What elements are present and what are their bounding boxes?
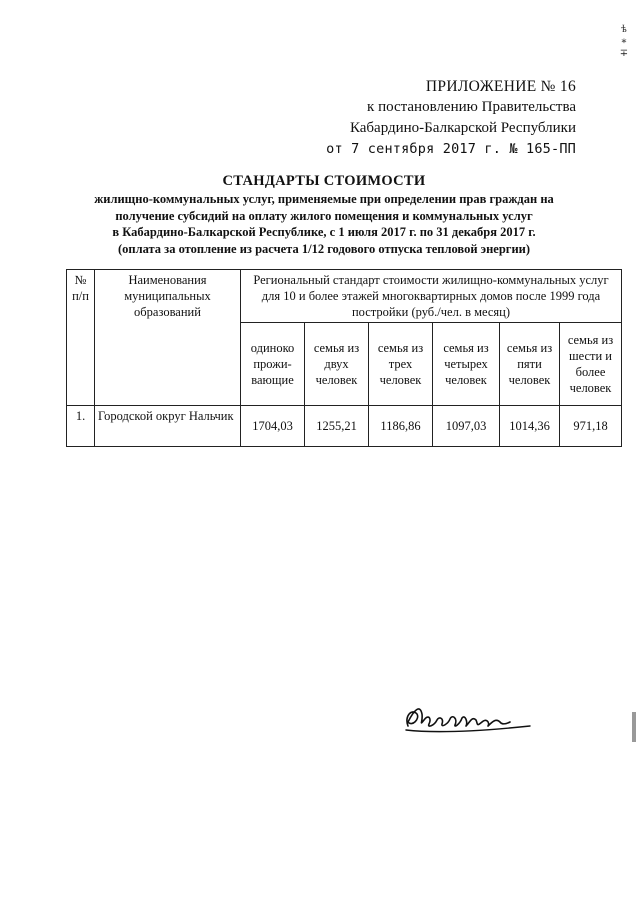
corner-marks: ѣ ∗ ∓ <box>619 24 629 59</box>
header-municipality: Наименования муниципальных образований <box>95 270 241 406</box>
signature <box>402 700 534 745</box>
annex-line-1: к постановлению Правительства <box>367 99 576 115</box>
standards-table <box>66 269 622 447</box>
subtitle-line-1: жилищно-коммунальных услуг, применяемые при определении прав граждан на <box>94 192 554 206</box>
document-subtitle <box>60 191 588 257</box>
annex-line-3: от 7 сентября 2017 г. № 165-ПП <box>326 141 576 157</box>
document-title: СТАНДАРТЫ СТОИМОСТИ <box>222 173 426 189</box>
scan-edge-mark <box>632 712 636 742</box>
subtitle-line-3: в Кабардино-Балкарской Республике, с 1 июля 2017 г. по 31 декабря 2017 г. <box>112 225 536 239</box>
subtitle-line-4: (оплата за отопление из расчета 1/12 годового отпуска тепловой энергии) <box>117 241 531 256</box>
subheader-family-5: семья из пяти человек <box>500 323 560 406</box>
subheader-family-2: семья из двух человек <box>305 323 369 406</box>
table-row <box>67 406 622 447</box>
annex-number: ПРИЛОЖЕНИЕ № 16 <box>425 78 576 95</box>
subheader-family-4: семья из четырех человек <box>433 323 500 406</box>
value-single: 1704,03 <box>241 406 305 447</box>
subheader-family-3: семья из трех человек <box>369 323 433 406</box>
value-family-6-plus: 971,18 <box>560 406 622 447</box>
annex-line-2: Кабардино-Балкарской Республики <box>349 120 576 136</box>
header-regional-standard: Региональный стандарт стоимости жилищно-коммунальных услуг для 10 и более этажей многоквартирных домов после 1999 года постройки (руб./чел. в месяц) <box>241 270 622 323</box>
value-family-3: 1186,86 <box>369 406 433 447</box>
row-number: 1. <box>67 406 95 447</box>
subheader-family-6-plus: семья из шести и более человек <box>560 323 622 406</box>
value-family-5: 1014,36 <box>500 406 560 447</box>
value-family-2: 1255,21 <box>305 406 369 447</box>
header-number: № п/п <box>67 270 95 406</box>
row-municipality: Городской округ Нальчик <box>95 406 241 447</box>
annex-block <box>326 76 576 160</box>
table-header-row <box>67 270 622 323</box>
signature-scribble <box>402 700 534 740</box>
subtitle-line-2: получение субсидий на оплату жилого помещения и коммунальных услуг <box>115 208 533 223</box>
value-family-4: 1097,03 <box>433 406 500 447</box>
subheader-single: одиноко прожи-вающие <box>241 323 305 406</box>
